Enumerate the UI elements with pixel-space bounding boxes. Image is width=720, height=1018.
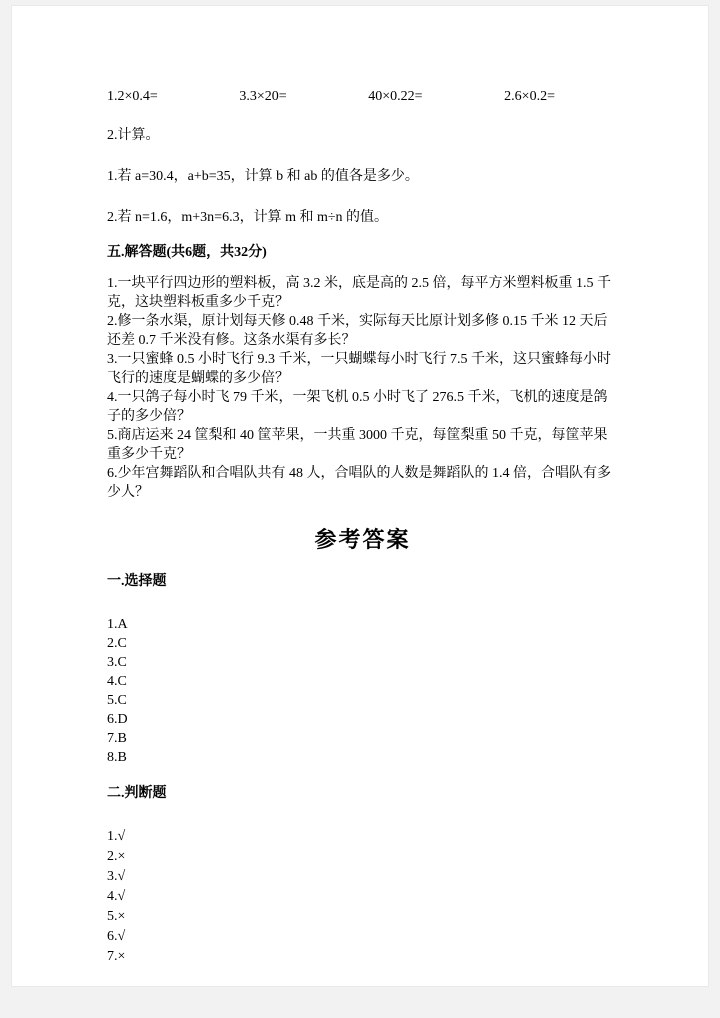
problem-text: 6.少年宫舞蹈队和合唱队共有 48 人，合唱队的人数是舞蹈队的 1.4 倍，合唱队有多少人？ (107, 466, 611, 500)
calc-section-title: 2.计算。 (107, 128, 160, 143)
oral-calculation-row (107, 88, 555, 106)
answer-item: 1.A (107, 617, 128, 632)
calc-expression: 1.2×0.4= (107, 89, 158, 104)
problem-text: 3.一只蜜蜂 0.5 小时飞行 9.3 千米，一只蝴蝶每小时飞行 7.5 千米，这只蜜蜂每小时飞行的速度是蝴蝶的多少倍？ (107, 352, 611, 386)
answer-item: 7.B (107, 731, 127, 746)
answer-item: 2.C (107, 636, 127, 651)
answer-item: 6.√ (107, 929, 126, 944)
choice-answers-title: 一.选择题 (107, 574, 167, 589)
judge-answers-title: 二.判断题 (107, 786, 167, 801)
answer-item: 3.C (107, 655, 127, 670)
choice-answer-list (107, 615, 618, 767)
answer-item: 5.C (107, 693, 127, 708)
answer-item: 4.√ (107, 889, 126, 904)
answer-item: 1.√ (107, 829, 126, 844)
answer-item: 5.× (107, 909, 126, 924)
problem-text: 2.修一条水渠，原计划每天修 0.48 千米，实际每天比原计划多修 0.15 千米 12 天后还差 0.7 千米没有修。这条水渠有多长？ (107, 314, 608, 348)
calc-problem: 2.若 n=1.6，m+3n=6.3，计算 m 和 m÷n 的值。 (107, 210, 389, 225)
answers-heading: 参考答案 (314, 527, 411, 552)
answer-item: 2.× (107, 849, 126, 864)
answer-item: 6.D (107, 712, 128, 727)
calc-expression: 3.3×20= (239, 89, 287, 104)
answer-item: 4.C (107, 674, 127, 689)
problem-text: 5.商店运来 24 筐梨和 40 筐苹果，一共重 3000 千克，每筐梨重 50 千克，每筐苹果重多少千克？ (107, 428, 608, 462)
answer-item: 3.√ (107, 869, 126, 884)
answer-item: 8.B (107, 750, 127, 765)
judge-answer-list (107, 827, 618, 967)
calc-problem: 1.若 a=30.4，a+b=35，计算 b 和 ab 的值各是多少。 (107, 169, 419, 184)
calc-expression: 40×0.22= (368, 89, 423, 104)
solve-section-title: 五.解答题(共6题，共32分) (107, 245, 267, 260)
document-content (12, 6, 708, 967)
solve-problems (107, 274, 618, 502)
problem-text: 4.一只鸽子每小时飞 79 千米，一架飞机 0.5 小时飞了 276.5 千米，飞机的速度是鸽子的多少倍？ (107, 390, 608, 424)
answer-item: 7.× (107, 949, 126, 964)
document-page (11, 5, 709, 987)
problem-text: 1.一块平行四边形的塑料板，高 3.2 米，底是高的 2.5 倍，每平方米塑料板重 1.5 千克，这块塑料板重多少千克？ (107, 276, 611, 310)
calc-expression: 2.6×0.2= (504, 89, 555, 104)
